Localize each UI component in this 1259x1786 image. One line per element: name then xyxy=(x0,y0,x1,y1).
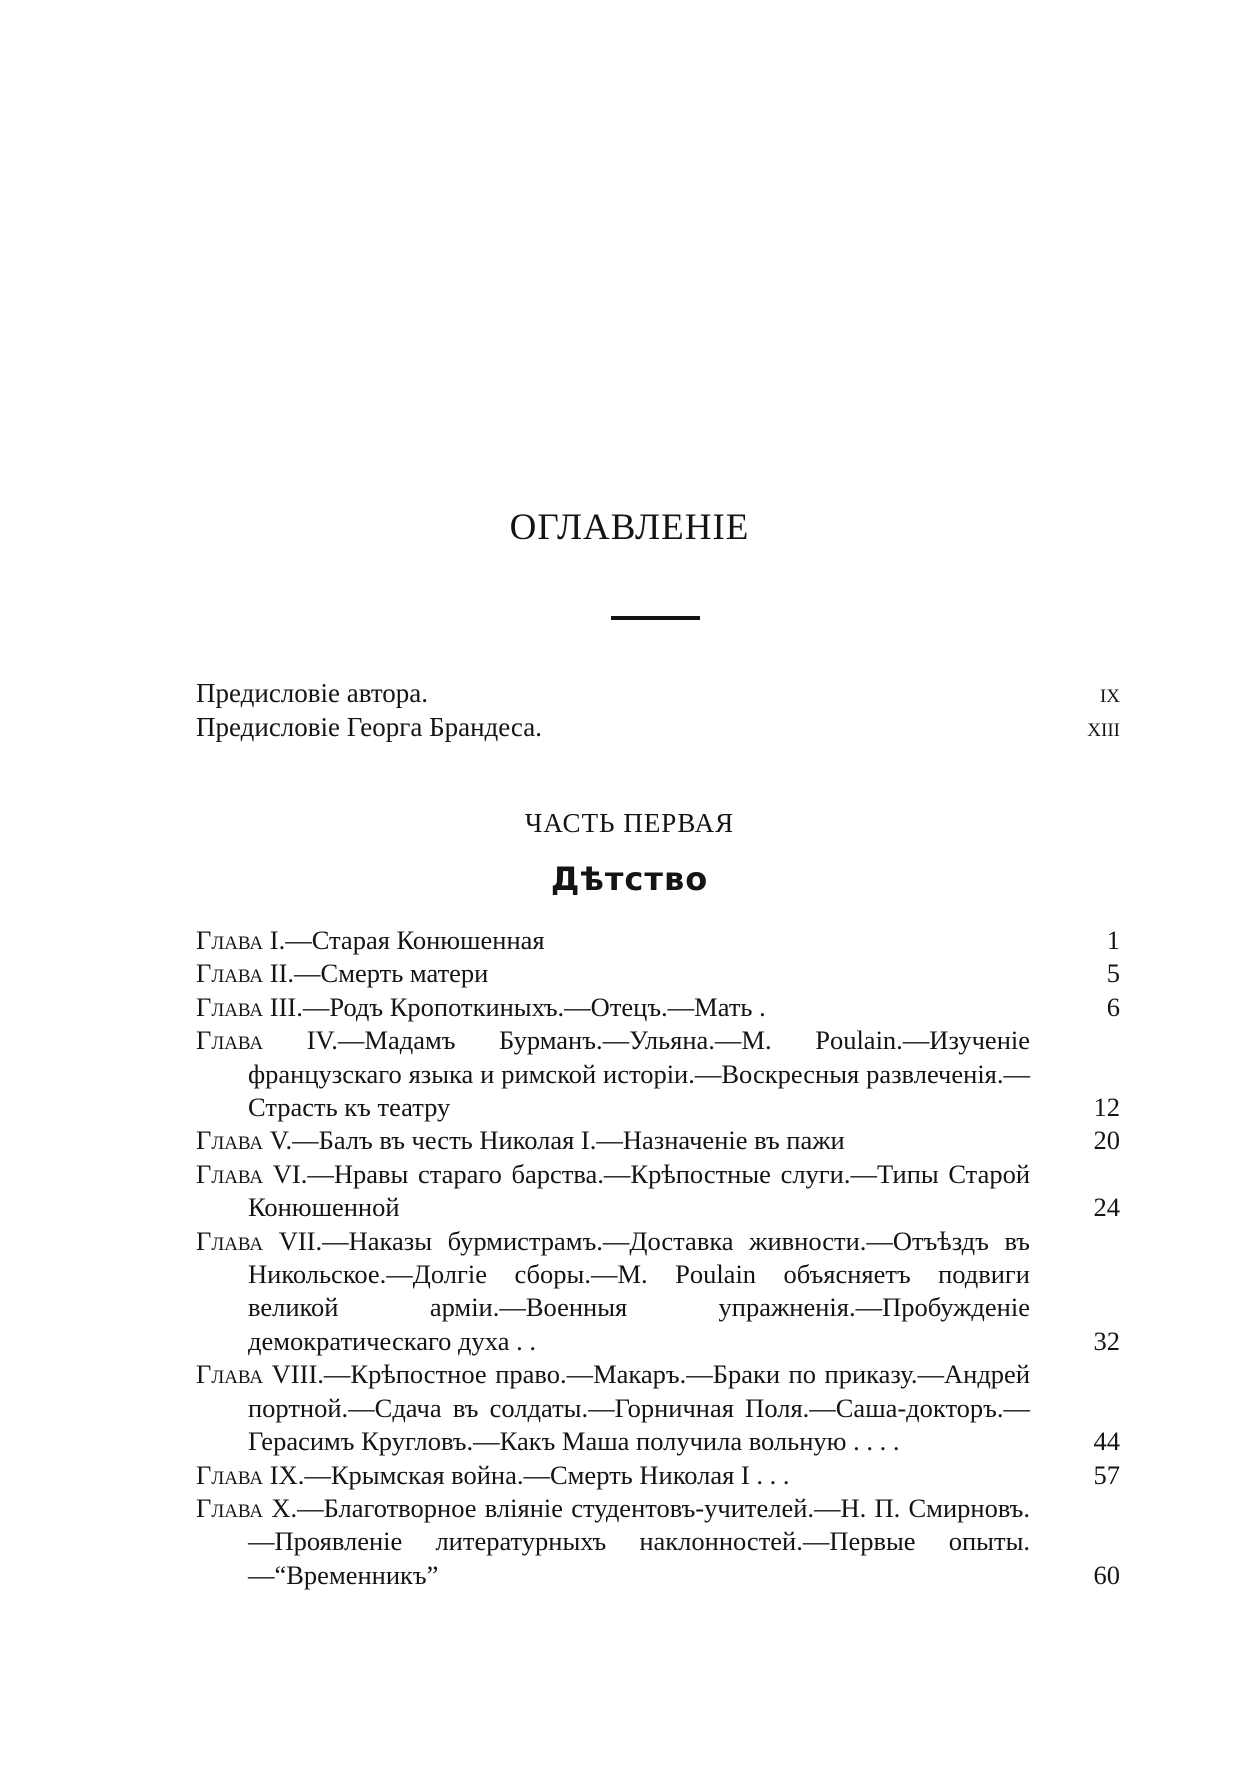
toc-entry xyxy=(196,1225,1120,1359)
chapter-word: Глава xyxy=(196,991,264,1022)
toc-entry xyxy=(196,991,1120,1024)
toc-entry xyxy=(196,1492,1120,1592)
chapter-number: VIII xyxy=(271,1359,318,1390)
chapter-page: 24 xyxy=(1093,1192,1120,1223)
chapter-word: Глава xyxy=(196,1125,264,1156)
chapter-title: .—Благотворное вліяніе студентовъ-учителей.—Н. П. Смирновъ.—Проявленіе литературныхъ наклонностей.—Первые опыты.—“Временникъ” xyxy=(248,1492,1030,1590)
chapter-word: Глава xyxy=(196,958,264,989)
page-title: ОГЛАВЛЕНІЕ xyxy=(509,507,750,548)
preface-label: Предисловіе автора. xyxy=(196,678,428,708)
preface-page: xiii xyxy=(1087,712,1120,742)
chapter-title: .—Старая Конюшенная xyxy=(278,925,545,955)
chapter-word: Глава xyxy=(196,1158,264,1189)
chapter-number: IV xyxy=(306,1025,332,1056)
chapter-page: 12 xyxy=(1093,1092,1120,1123)
chapter-page: 5 xyxy=(1106,958,1120,989)
chapter-number: IX xyxy=(269,1459,298,1490)
chapter-number: II xyxy=(269,958,288,989)
chapter-page: 1 xyxy=(1106,925,1120,955)
toc-entry xyxy=(196,1124,1120,1157)
table-of-contents xyxy=(196,924,1120,1592)
chapter-number: III xyxy=(269,991,297,1022)
toc-entry xyxy=(196,1358,1120,1458)
chapter-title: .—Родъ Кропоткиныхъ.—Отецъ.—Мать . xyxy=(296,991,766,1022)
prefaces-list xyxy=(196,676,1120,744)
preface-label: Предисловіе Георга Брандеса. xyxy=(196,712,542,742)
chapter-page: 20 xyxy=(1093,1125,1120,1156)
chapter-title: .—Нравы стараго барства.—Крѣпостные слуги.—Типы Старой Конюшенной xyxy=(248,1158,1031,1223)
chapter-title: .—Крымская война.—Смерть Николая I . . . xyxy=(297,1459,790,1490)
chapter-number: X xyxy=(271,1492,291,1523)
chapter-page: 6 xyxy=(1106,991,1120,1022)
chapter-page: 57 xyxy=(1093,1459,1120,1490)
toc-entry xyxy=(196,1158,1120,1225)
toc-entry xyxy=(196,957,1120,990)
part-title: Дѣтство xyxy=(550,860,709,898)
chapter-title: .—Наказы бурмистрамъ.—Доставка живности.—Отъѣздъ въ Никольское.—Долгіе сборы.—M. Poulain объясняетъ подвиги великой арміи.—Военныя упражненія.—Пробужденіе демократическаго духа . . xyxy=(248,1225,1031,1356)
chapter-page: 32 xyxy=(1093,1325,1120,1356)
preface-row xyxy=(196,710,1120,744)
preface-row xyxy=(196,676,1120,710)
chapter-word: Глава xyxy=(196,1459,264,1490)
chapter-word: Глава xyxy=(196,1225,264,1256)
chapter-number: V xyxy=(269,1125,286,1156)
toc-entry xyxy=(196,924,1120,957)
chapter-title: .—Крѣпостное право.—Макаръ.—Браки по приказу.—Андрей портной.—Сдача въ солдаты.—Горничная Поля.—Саша-докторъ.—Герасимъ Кругловъ.—Какъ Маша получила вольную . . . . xyxy=(248,1359,1030,1457)
part-label: ЧАСТЬ ПЕРВАЯ xyxy=(524,808,735,838)
chapter-word: Глава xyxy=(196,925,264,955)
chapter-number: I xyxy=(269,925,279,955)
chapter-word: Глава xyxy=(196,1492,264,1523)
chapter-page: 44 xyxy=(1093,1426,1120,1457)
chapter-word: Глава xyxy=(196,1025,264,1056)
chapter-title: .—Балъ въ честь Николая I.—Назначеніе въ пажи xyxy=(285,1125,845,1156)
chapter-page: 60 xyxy=(1093,1559,1120,1590)
chapter-number: VI xyxy=(272,1158,301,1189)
chapter-number: VII xyxy=(278,1225,316,1256)
chapter-title: .—Смерть матери xyxy=(287,958,489,989)
toc-entry xyxy=(196,1459,1120,1492)
toc-entry xyxy=(196,1024,1120,1124)
preface-page: ix xyxy=(1099,678,1120,708)
chapter-word: Глава xyxy=(196,1359,264,1390)
chapter-title: .—Мадамъ Бурманъ.—Ульяна.—M. Poulain.—Изученіе французскаго языка и римской исторіи.—Воскресныя развлеченія.—Страсть къ театру xyxy=(248,1025,1030,1123)
title-divider xyxy=(611,616,700,620)
